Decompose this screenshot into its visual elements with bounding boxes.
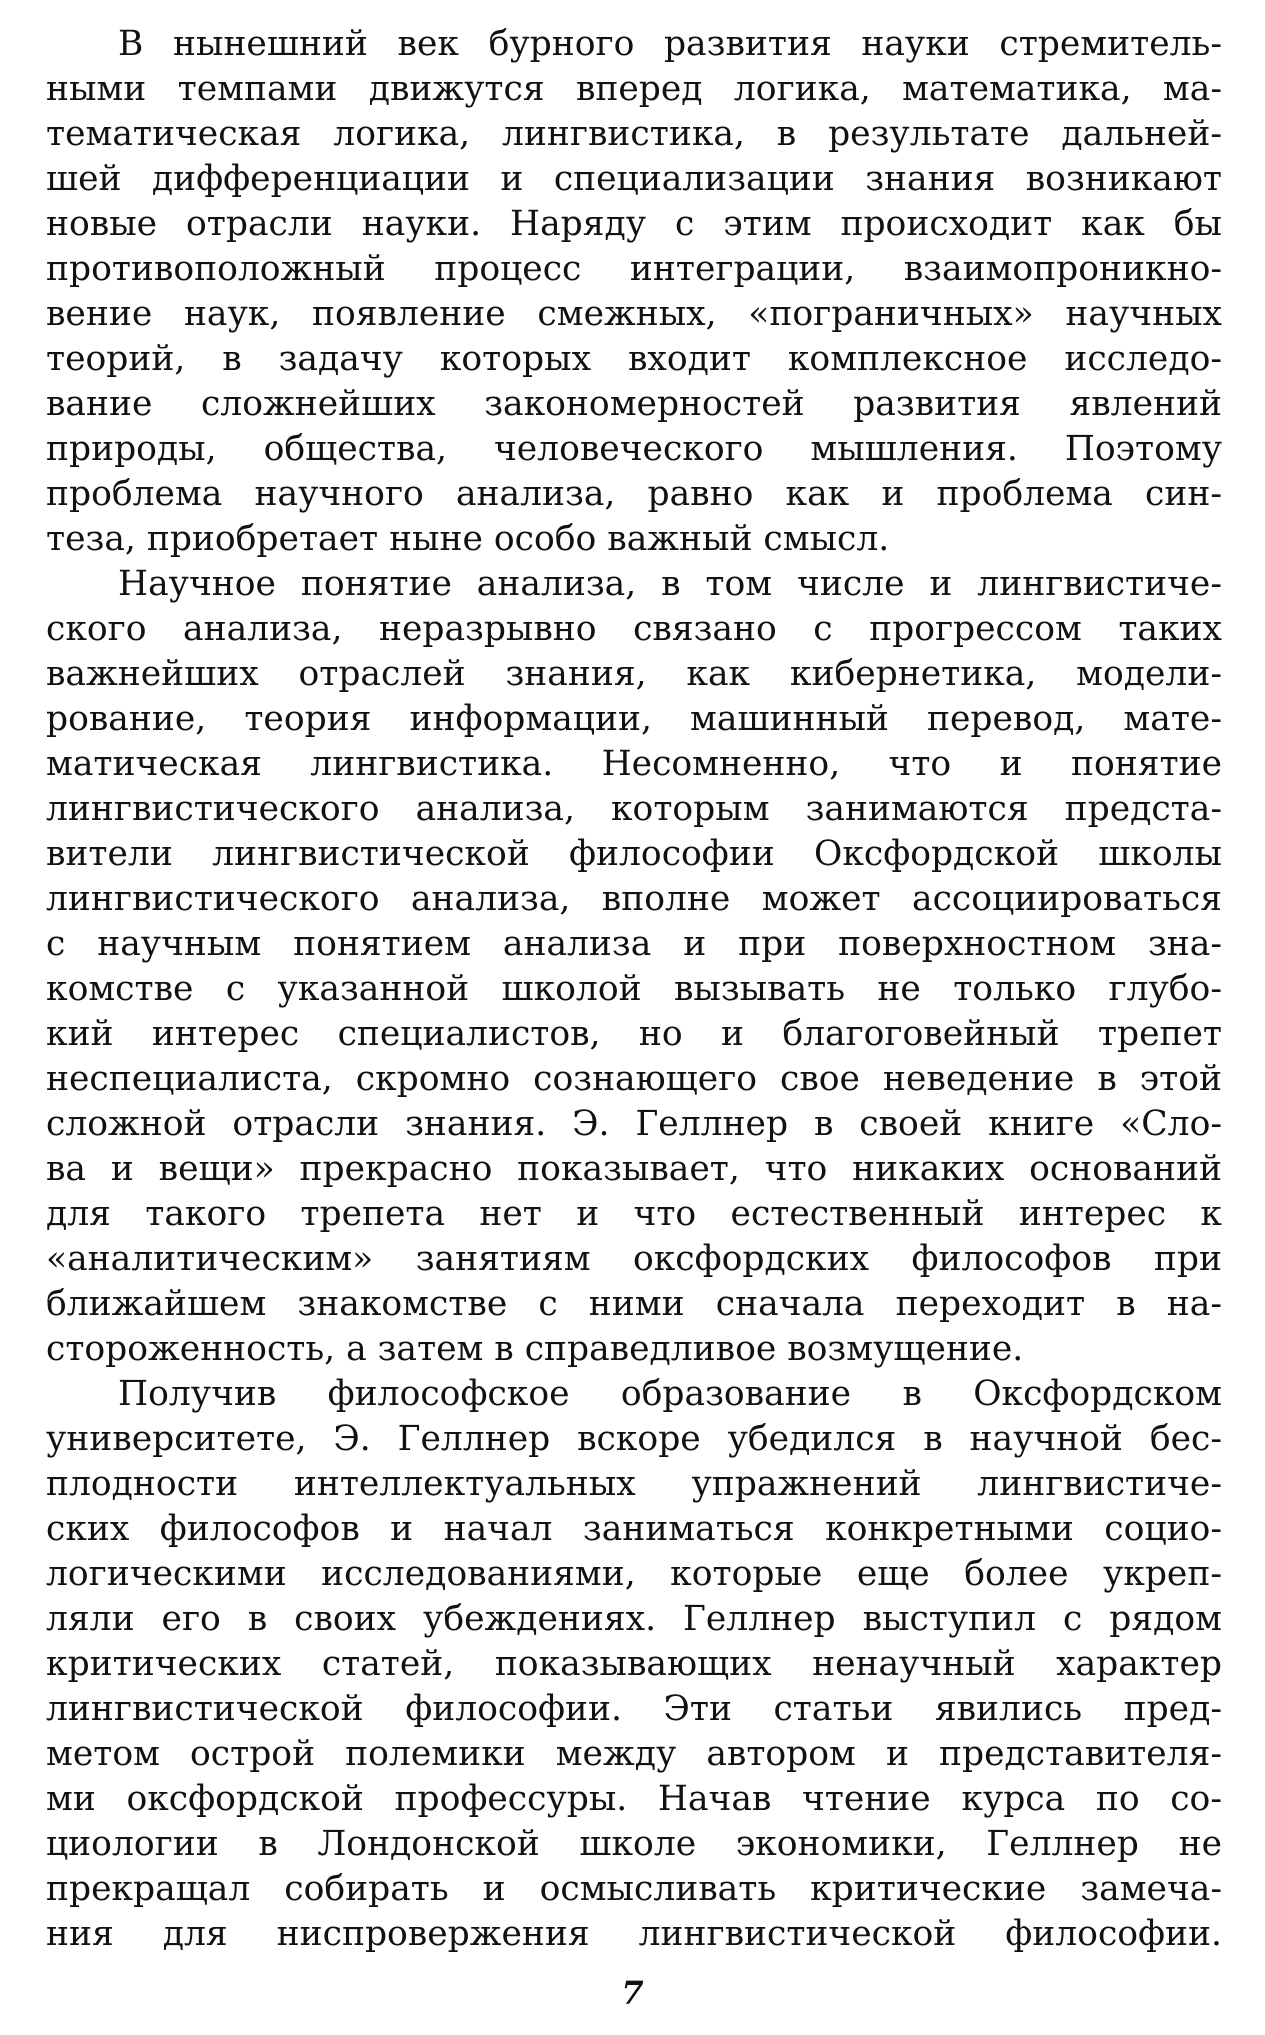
- page-body: [46, 22, 1222, 1957]
- text-line: ния для ниспровержения лингвистической философии.: [46, 1914, 1222, 1954]
- text-line: ского анализа, неразрывно связано с прогрессом таких: [46, 609, 1222, 649]
- text-line: логическими исследованиями, которые еще более укреп-: [46, 1554, 1222, 1594]
- text-line: тематическая логика, лингвистика, в результате дальней-: [46, 114, 1222, 154]
- text-line: для такого трепета нет и что естественный интерес к: [46, 1194, 1222, 1234]
- text-line: Получив философское образование в Оксфордском: [118, 1374, 1222, 1414]
- text-line: ми оксфордской профессуры. Начав чтение курса по со-: [46, 1779, 1222, 1819]
- text-line: циологии в Лондонской школе экономики, Геллнер не: [46, 1824, 1222, 1864]
- text-line: университете, Э. Геллнер вскоре убедился в научной бес-: [46, 1419, 1222, 1459]
- text-line: ва и вещи» прекрасно показывает, что никаких оснований: [46, 1149, 1222, 1189]
- text-line: ближайшем знакомстве с ними сначала переходит в на-: [46, 1284, 1222, 1324]
- text-line: В нынешний век бурного развития науки стремитель-: [118, 24, 1222, 64]
- text-line: комстве с указанной школой вызывать не только глубо-: [46, 969, 1222, 1009]
- text-line: кий интерес специалистов, но и благоговейный трепет: [46, 1014, 1222, 1054]
- text-line: теза, приобретает ныне особо важный смысл.: [46, 519, 890, 559]
- text-line: теорий, в задачу которых входит комплексное исследо-: [46, 339, 1222, 379]
- text-line: важнейших отраслей знания, как кибернетика, модели-: [46, 654, 1222, 694]
- text-line: прекращал собирать и осмысливать критические замеча-: [46, 1869, 1222, 1909]
- text-line: плодности интеллектуальных упражнений лингвистиче-: [46, 1464, 1222, 1504]
- text-line: стороженность, а затем в справедливое возмущение.: [46, 1329, 1024, 1369]
- text-line: лингвистической философии. Эти статьи явились пред-: [46, 1689, 1222, 1729]
- paragraph-1: [46, 22, 1222, 562]
- text-line: рование, теория информации, машинный перевод, мате-: [46, 699, 1222, 739]
- text-line: лингвистического анализа, которым занимаются предста-: [46, 789, 1222, 829]
- text-line: природы, общества, человеческого мышления. Поэтому: [46, 429, 1222, 469]
- text-line: новые отрасли науки. Наряду с этим происходит как бы: [46, 204, 1222, 244]
- text-line: матическая лингвистика. Несомненно, что и понятие: [46, 744, 1222, 784]
- paragraph-2: [46, 562, 1222, 1372]
- page-number: 7: [621, 1974, 644, 2012]
- text-line: вение наук, появление смежных, «пограничных» научных: [46, 294, 1222, 334]
- text-line: критических статей, показывающих ненаучный характер: [46, 1644, 1222, 1684]
- text-line: ными темпами движутся вперед логика, математика, ма-: [46, 69, 1222, 109]
- text-line: неспециалиста, скромно сознающего свое неведение в этой: [46, 1059, 1222, 1099]
- text-line: шей дифференциации и специализации знания возникают: [46, 159, 1222, 199]
- text-line: Научное понятие анализа, в том числе и лингвистиче-: [118, 564, 1222, 604]
- text-line: с научным понятием анализа и при поверхностном зна-: [46, 924, 1222, 964]
- text-line: вители лингвистической философии Оксфордской школы: [46, 834, 1222, 874]
- text-line: ляли его в своих убеждениях. Геллнер выступил с рядом: [46, 1599, 1222, 1639]
- text-line: вание сложнейших закономерностей развития явлений: [46, 384, 1222, 424]
- text-line: лингвистического анализа, вполне может ассоциироваться: [46, 879, 1222, 919]
- text-line: противоположный процесс интеграции, взаимопроникно-: [46, 249, 1222, 289]
- text-line: «аналитическим» занятиям оксфордских философов при: [46, 1239, 1222, 1279]
- text-line: сложной отрасли знания. Э. Геллнер в своей книге «Сло-: [46, 1104, 1222, 1144]
- text-line: метом острой полемики между автором и представителя-: [46, 1734, 1222, 1774]
- paragraph-3: [46, 1372, 1222, 1957]
- text-line: ских философов и начал заниматься конкретными социо-: [46, 1509, 1222, 1549]
- text-line: проблема научного анализа, равно как и проблема син-: [46, 474, 1222, 514]
